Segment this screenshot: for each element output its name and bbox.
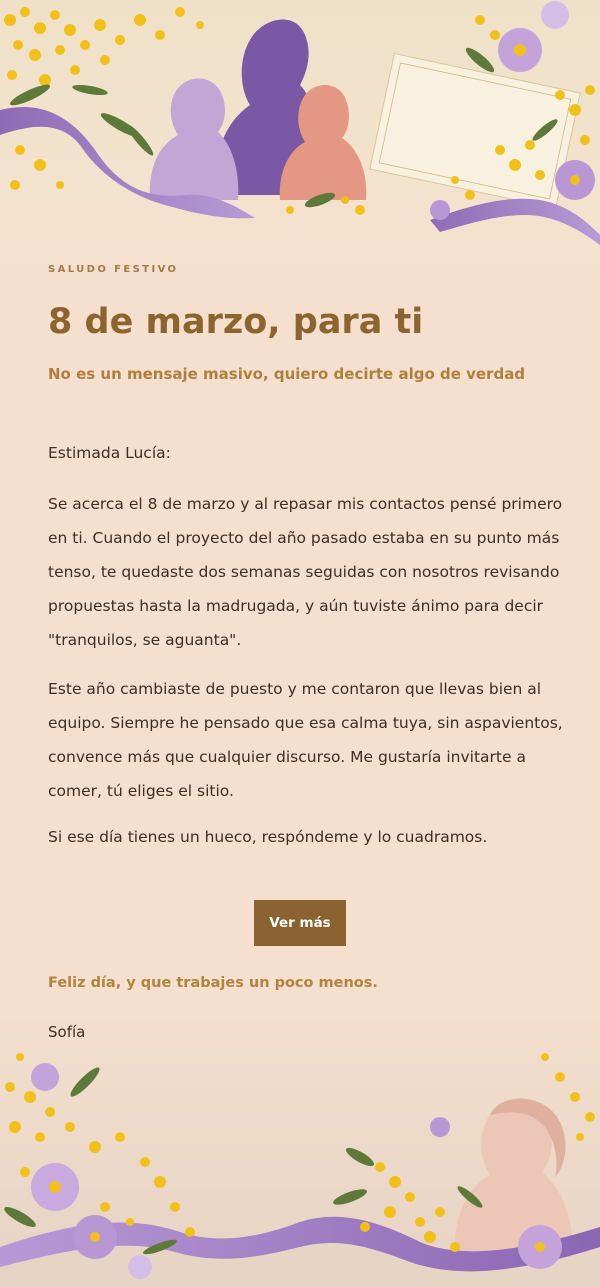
hero-illustration [0,0,600,300]
page-title: 8 de marzo, para ti [48,302,424,342]
ver-mas-button[interactable]: Ver más [254,900,346,946]
eyebrow-label: SALUDO FESTIVO [48,264,179,275]
page-subtitle: No es un mensaje masivo, quiero decirte algo de verdad [48,365,526,383]
letter-paragraph-1: Se acerca el 8 de marzo y al repasar mis contactos pensé primero en ti. Cuando el proyecto del año pasado estaba en su punto más tenso, te quedaste dos semanas seguidas con nosotros revisando propuestas hasta la madrugada, y aún tuviste ánimo para decir "tranquilos, se aguanta". [48,495,563,649]
footer-illustration [0,997,600,1287]
signature: Sofía [48,1023,86,1041]
letter-greeting: Estimada Lucía: [48,444,171,462]
closing-line: Feliz día, y que trabajes un poco menos. [48,975,378,991]
letter-paragraph-3: Si ese día tienes un hueco, respóndeme y lo cuadramos. [48,828,488,846]
letter-paragraph-2: Este año cambiaste de puesto y me contaron que llevas bien al equipo. Siempre he pensado que esa calma tuya, sin aspavientos, convence más que cualquier discurso. Me gustaría invitarte a comer, tú eliges el sitio. [48,680,563,800]
